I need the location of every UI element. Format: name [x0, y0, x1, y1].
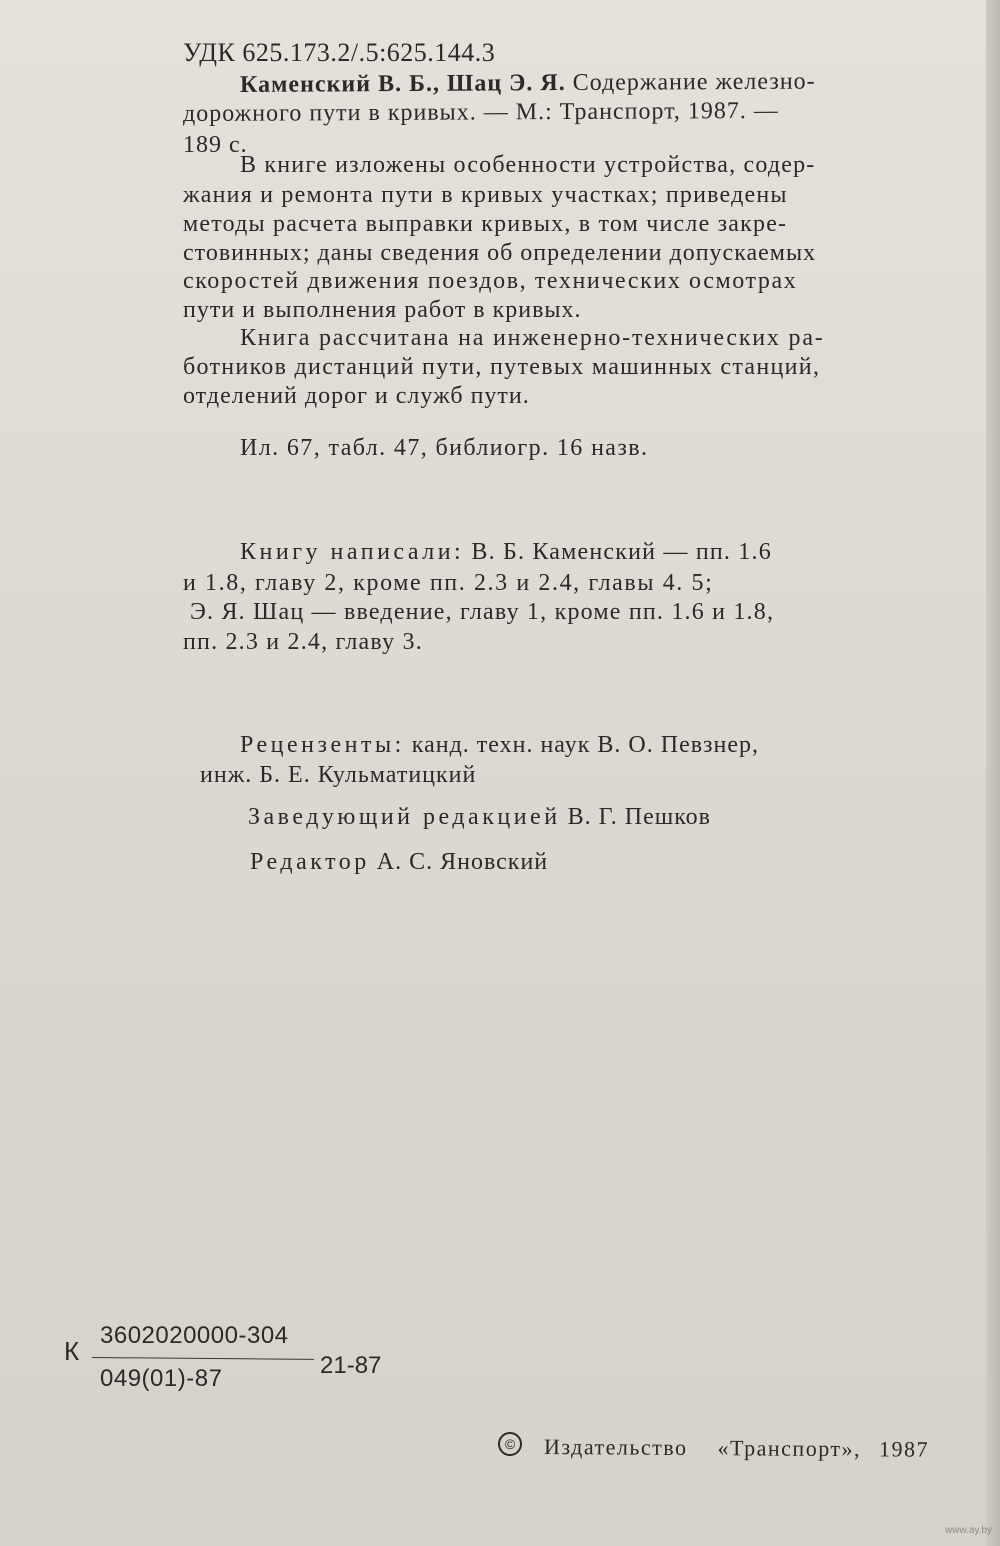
catalog-code-series: 21-87 [320, 1352, 382, 1379]
editor-label: Редактор [250, 849, 370, 875]
reviewers-line-1 [240, 733, 759, 757]
bibliographic-line-2: дорожного пути в кривых. — М.: Транспорт, 1987. — [182, 97, 779, 127]
abstract-line: отделений дорог и служб пути. [183, 383, 530, 409]
editorial-head-name: В. Г. Пешков [560, 804, 711, 830]
abstract-line: ботников дистанций пути, путевых машинных станций, [183, 354, 821, 380]
catalog-code-fraction-bar [92, 1357, 314, 1360]
reviewers-label: Рецензенты: [240, 732, 405, 758]
abstract-line: методы расчета выправки кривых, в том числе закре- [183, 211, 788, 237]
bibliographic-title-start: Содержание железно- [565, 68, 816, 97]
bibliographic-line-3: 189 с. [183, 132, 248, 158]
site-watermark: www.ay.by [944, 1525, 992, 1536]
editorial-head-label: Заведующий редакцией [248, 804, 561, 830]
authorship-line-3: Э. Я. Шац — введение, главу 1, кроме пп. 1.6 и 1.8, [190, 599, 775, 625]
authorship-line-4: пп. 2.3 и 2.4, главу 3. [183, 629, 423, 655]
editorial-head [248, 805, 711, 829]
authorship-text: В. Б. Каменский — пп. 1.6 [464, 539, 772, 565]
abstract-line: Книга рассчитана на инженерно-технических ра- [240, 325, 825, 351]
abstract-line: В книге изложены особенности устройства, содер- [240, 152, 816, 178]
catalog-code-denominator: 049(01)-87 [100, 1365, 223, 1392]
authorship-line-2: и 1.8, главу 2, кроме пп. 2.3 и 2.4, главы 4. 5; [183, 570, 714, 596]
bibliographic-authors: Каменский В. Б., Шац Э. Я. [239, 70, 566, 98]
udk-code: УДК 625.173.2/.5:625.144.3 [183, 38, 496, 67]
abstract-line: жания и ремонта пути в кривых участках; приведены [183, 182, 788, 208]
abstract-line: пути и выполнения работ в кривых. [183, 297, 582, 323]
copyright-year: 1987 [879, 1436, 930, 1462]
abstract-line: скоростей движения поездов, технических осмотрах [183, 268, 798, 294]
copyright-publisher: «Транспорт», [717, 1435, 862, 1462]
catalog-code-numerator: 3602020000-304 [100, 1322, 289, 1349]
abstract-line: стовинных; даны сведения об определении допускаемых [183, 240, 817, 266]
page-edge [986, 0, 1000, 1546]
authorship-line-1 [240, 540, 772, 564]
reviewers-text: канд. техн. наук В. О. Певзнер, [404, 732, 760, 758]
editor-name: А. С. Яновский [369, 849, 549, 875]
reviewers-line-2: инж. Б. Е. Кульматицкий [200, 762, 477, 788]
copyright-line [544, 1434, 929, 1463]
illustrations-count: Ил. 67, табл. 47, библиогр. 16 назв. [240, 435, 649, 461]
authorship-label: Книгу написали: [240, 539, 465, 565]
bibliographic-line-1 [240, 69, 816, 97]
catalog-code-letter: К [64, 1336, 80, 1366]
copyright-icon: © [498, 1432, 522, 1456]
editor [250, 850, 548, 874]
copyright-text: Издательство [543, 1434, 688, 1461]
